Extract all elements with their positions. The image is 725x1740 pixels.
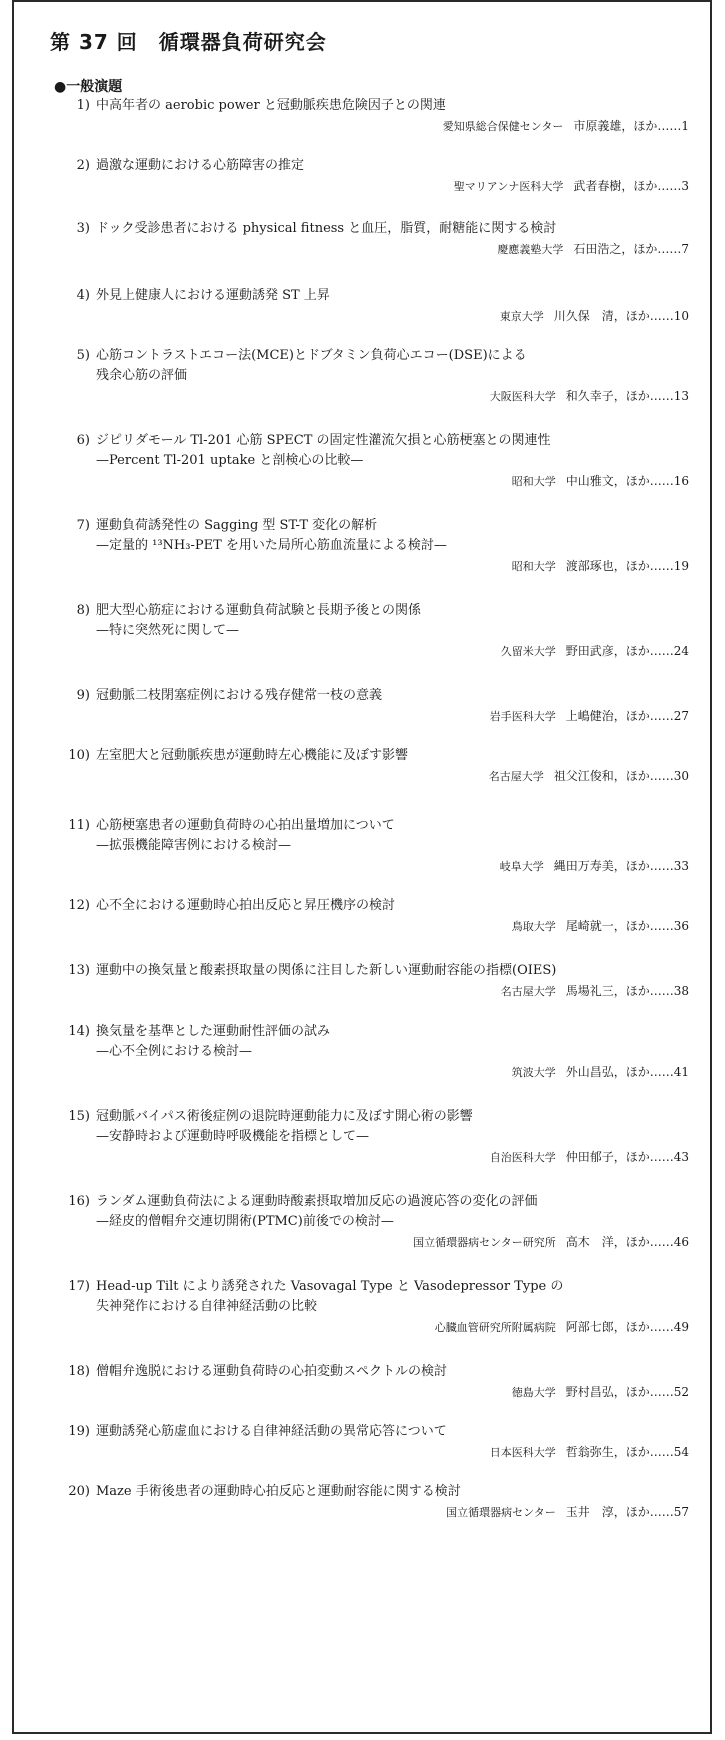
entry-item — [64, 346, 689, 407]
entry-item — [64, 601, 689, 662]
institution-name: 昭和大学 — [511, 475, 556, 488]
entry-title-text: —心不全例における検討— — [96, 1044, 253, 1059]
entry-number: 12) — [68, 898, 90, 913]
entry-item — [64, 1107, 689, 1168]
institution-name: 大阪医科大学 — [489, 390, 556, 403]
entry-title-text: 中高年者の aerobic power と冠動脈疾患危険因子との関連 — [96, 98, 446, 113]
institution-name: 名古屋大学 — [488, 770, 544, 783]
entry-affiliation — [64, 856, 689, 877]
entry-item — [64, 431, 689, 492]
author-and-page: 阿部七郎，ほか……49 — [565, 1320, 689, 1334]
entry-affiliation — [64, 766, 689, 787]
entry-number: 18) — [68, 1364, 90, 1379]
entry-title — [64, 1362, 689, 1382]
entry-number: 2) — [76, 158, 90, 173]
entry-affiliation — [64, 916, 689, 937]
entry-title-text: ドック受診患者における physical fitness と血圧，脂質，耐糖能に関する検討 — [96, 221, 557, 236]
institution-name: 日本医科大学 — [489, 1446, 556, 1459]
author-and-page: 玉井 淳，ほか……57 — [565, 1505, 689, 1519]
entry-title — [64, 516, 689, 536]
entry-title-text: 冠動脈二枝閉塞症例における残存健常一枝の意義 — [96, 688, 383, 703]
entry-title-text: 肥大型心筋症における運動負荷試験と長期予後との関係 — [96, 603, 422, 618]
entry-affiliation — [64, 556, 689, 577]
institution-name: 昭和大学 — [511, 560, 556, 573]
institution-name: 愛知県総合保健センター — [442, 120, 564, 133]
entry-title-text: —経皮的僧帽弁交連切開術(PTMC)前後での検討— — [96, 1214, 394, 1229]
entry-number: 3) — [76, 221, 90, 236]
entry-number: 10) — [68, 748, 90, 763]
entry-item — [64, 1422, 689, 1463]
entry-affiliation — [64, 306, 689, 327]
institution-name: 岩手医科大学 — [489, 710, 556, 723]
entry-item — [64, 286, 689, 327]
entry-title-text: ジピリダモール Tl-201 心筋 SPECT の固定性灌流欠損と心筋梗塞との関連性 — [96, 433, 551, 448]
entry-affiliation — [64, 1062, 689, 1083]
author-and-page: 外山昌弘，ほか……41 — [565, 1065, 689, 1079]
entry-title-text: 残余心筋の評価 — [96, 368, 188, 383]
entry-number: 8) — [76, 603, 90, 618]
entry-number: 19) — [68, 1424, 90, 1439]
entry-item — [64, 896, 689, 937]
entry-item — [64, 1362, 689, 1403]
author-and-page: 渡部琢也，ほか……19 — [565, 559, 689, 573]
entry-item — [64, 961, 689, 1002]
entry-number: 1) — [76, 98, 90, 113]
author-and-page: 馬場礼三，ほか……38 — [565, 984, 689, 998]
institution-name: 自治医科大学 — [489, 1151, 556, 1164]
entry-title-text: —安静時および運動時呼吸機能を指標として— — [96, 1129, 370, 1144]
entry-subtitle — [64, 621, 689, 641]
author-and-page: 上嶋健治，ほか……27 — [565, 709, 689, 723]
author-and-page: 中山雅文，ほか……16 — [565, 474, 689, 488]
entry-title — [64, 219, 689, 239]
author-and-page: 尾崎就一，ほか……36 — [565, 919, 689, 933]
entry-affiliation — [64, 1147, 689, 1168]
entry-title — [64, 1192, 689, 1212]
institution-name: 心臓血管研究所附属病院 — [434, 1321, 556, 1334]
institution-name: 徳島大学 — [511, 1386, 556, 1399]
entry-title — [64, 96, 689, 116]
author-and-page: 野田武彦，ほか……24 — [565, 644, 689, 658]
entry-title-text: 心筋コントラストエコー法(MCE)とドブタミン負荷心エコー(DSE)による — [96, 348, 527, 363]
entry-affiliation — [64, 1502, 689, 1523]
entry-subtitle — [64, 536, 689, 556]
entry-item — [64, 156, 689, 197]
entry-number: 9) — [76, 688, 90, 703]
entry-item — [64, 516, 689, 577]
entry-number: 11) — [68, 818, 90, 833]
author-and-page: 市原義雄，ほか……1 — [573, 119, 689, 133]
entry-affiliation — [64, 1232, 689, 1253]
entry-title-text: —拡張機能障害例における検討— — [96, 838, 292, 853]
institution-name: 筑波大学 — [511, 1066, 556, 1079]
entry-number: 5) — [76, 348, 90, 363]
entry-title-text: Maze 手術後患者の運動時心拍反応と運動耐容能に関する検討 — [96, 1484, 461, 1499]
entry-affiliation — [64, 176, 689, 197]
entry-number: 15) — [68, 1109, 90, 1124]
entry-number: 7) — [76, 518, 90, 533]
author-and-page: 武者春樹，ほか……3 — [573, 179, 689, 193]
entry-affiliation — [64, 1442, 689, 1463]
entry-number: 17) — [68, 1279, 90, 1294]
entry-title — [64, 431, 689, 451]
entry-title — [64, 961, 689, 981]
entry-title-text: Head-up Tilt により誘発された Vasovagal Type と Vasodepressor Type の — [96, 1279, 564, 1294]
section-heading: ●一般演題 — [54, 79, 123, 95]
institution-name: 聖マリアンナ医科大学 — [453, 180, 564, 193]
author-and-page: 仲田郁子，ほか……43 — [565, 1150, 689, 1164]
entry-title — [64, 896, 689, 916]
institution-name: 慶應義塾大学 — [497, 243, 564, 256]
author-and-page: 石田浩之，ほか……7 — [573, 242, 689, 256]
entry-subtitle — [64, 1127, 689, 1147]
author-and-page: 縄田万寿美，ほか……33 — [553, 859, 689, 873]
entry-affiliation — [64, 116, 689, 137]
entry-title-text: 左室肥大と冠動脈疾患が運動時左心機能に及ぼす影響 — [96, 748, 409, 763]
entry-title — [64, 746, 689, 766]
entry-title-text: ランダム運動負荷法による運動時酸素摂取増加反応の過渡応答の変化の評価 — [96, 1194, 538, 1209]
institution-name: 名古屋大学 — [500, 985, 556, 998]
entry-title — [64, 286, 689, 306]
entry-number: 14) — [68, 1024, 90, 1039]
entry-item — [64, 1022, 689, 1083]
entry-number: 13) — [68, 963, 90, 978]
entry-title-text: 運動負荷誘発性の Sagging 型 ST-T 変化の解析 — [96, 518, 378, 533]
author-and-page: 和久幸子，ほか……13 — [565, 389, 689, 403]
entry-affiliation — [64, 1317, 689, 1338]
institution-name: 国立循環器病センター — [446, 1506, 556, 1519]
entry-item — [64, 816, 689, 877]
entry-title-text: 失神発作における自律神経活動の比較 — [96, 1299, 318, 1314]
entry-title — [64, 1277, 689, 1297]
entry-affiliation — [64, 239, 689, 260]
entry-title-text: —Percent Tl-201 uptake と剖検心の比較— — [96, 453, 364, 468]
entry-number: 20) — [68, 1484, 90, 1499]
entry-affiliation — [64, 981, 689, 1002]
entry-affiliation — [64, 1382, 689, 1403]
page-title: 第 37 回 循環器負荷研究会 — [50, 30, 327, 54]
entry-title-text: 過激な運動における心筋障害の推定 — [96, 158, 305, 173]
author-and-page: 高木 洋，ほか……46 — [565, 1235, 689, 1249]
entry-item — [64, 219, 689, 260]
entry-number: 4) — [76, 288, 90, 303]
entry-title — [64, 346, 689, 366]
entry-title-text: 僧帽弁逸脱における運動負荷時の心拍変動スペクトルの検討 — [96, 1364, 448, 1379]
author-and-page: 哲翁弥生，ほか……54 — [565, 1445, 689, 1459]
page-frame — [12, 0, 712, 1734]
entry-title-text: —特に突然死に関して— — [96, 623, 240, 638]
entry-number: 16) — [68, 1194, 90, 1209]
entry-title — [64, 1107, 689, 1127]
entry-item — [64, 1192, 689, 1253]
entry-title — [64, 1482, 689, 1502]
entry-subtitle — [64, 1212, 689, 1232]
entry-title-text: 心筋梗塞患者の運動負荷時の心拍出量増加について — [96, 818, 395, 833]
institution-name: 久留米大学 — [500, 645, 556, 658]
institution-name: 岐阜大学 — [499, 860, 544, 873]
entry-title-text: 換気量を基準とした運動耐性評価の試み — [96, 1024, 331, 1039]
entry-title — [64, 156, 689, 176]
institution-name: 東京大学 — [499, 310, 544, 323]
entry-title — [64, 816, 689, 836]
entry-item — [64, 96, 689, 137]
entry-affiliation — [64, 641, 689, 662]
entry-title — [64, 601, 689, 621]
author-and-page: 川久保 清，ほか……10 — [553, 309, 689, 323]
entry-title — [64, 686, 689, 706]
institution-name: 鳥取大学 — [511, 920, 556, 933]
entry-title — [64, 1022, 689, 1042]
author-and-page: 野村昌弘，ほか……52 — [565, 1385, 689, 1399]
author-and-page: 祖父江俊和，ほか……30 — [553, 769, 689, 783]
entry-title-text: —定量的 ¹³NH₃-PET を用いた局所心筋血流量による検討— — [96, 538, 447, 553]
entry-subtitle — [64, 1042, 689, 1062]
entry-item — [64, 1482, 689, 1523]
entry-subtitle — [64, 451, 689, 471]
entry-item — [64, 686, 689, 727]
entry-affiliation — [64, 706, 689, 727]
entry-affiliation — [64, 386, 689, 407]
entry-title — [64, 1422, 689, 1442]
entry-title-text: 心不全における運動時心拍出反応と昇圧機序の検討 — [96, 898, 396, 913]
institution-name: 国立循環器病センター研究所 — [413, 1236, 556, 1249]
entry-item — [64, 1277, 689, 1338]
entry-subtitle — [64, 366, 689, 386]
entry-item — [64, 746, 689, 787]
entry-affiliation — [64, 471, 689, 492]
entry-subtitle — [64, 836, 689, 856]
entry-title-text: 外見上健康人における運動誘発 ST 上昇 — [96, 288, 330, 303]
entry-title-text: 運動誘発心筋虚血における自律神経活動の異常応答について — [96, 1424, 447, 1439]
entry-subtitle — [64, 1297, 689, 1317]
entry-number: 6) — [76, 433, 90, 448]
entry-title-text: 運動中の換気量と酸素摂取量の関係に注目した新しい運動耐容能の指標(OIES) — [96, 963, 557, 978]
entry-title-text: 冠動脈バイパス術後症例の退院時運動能力に及ぼす開心術の影響 — [96, 1109, 473, 1124]
